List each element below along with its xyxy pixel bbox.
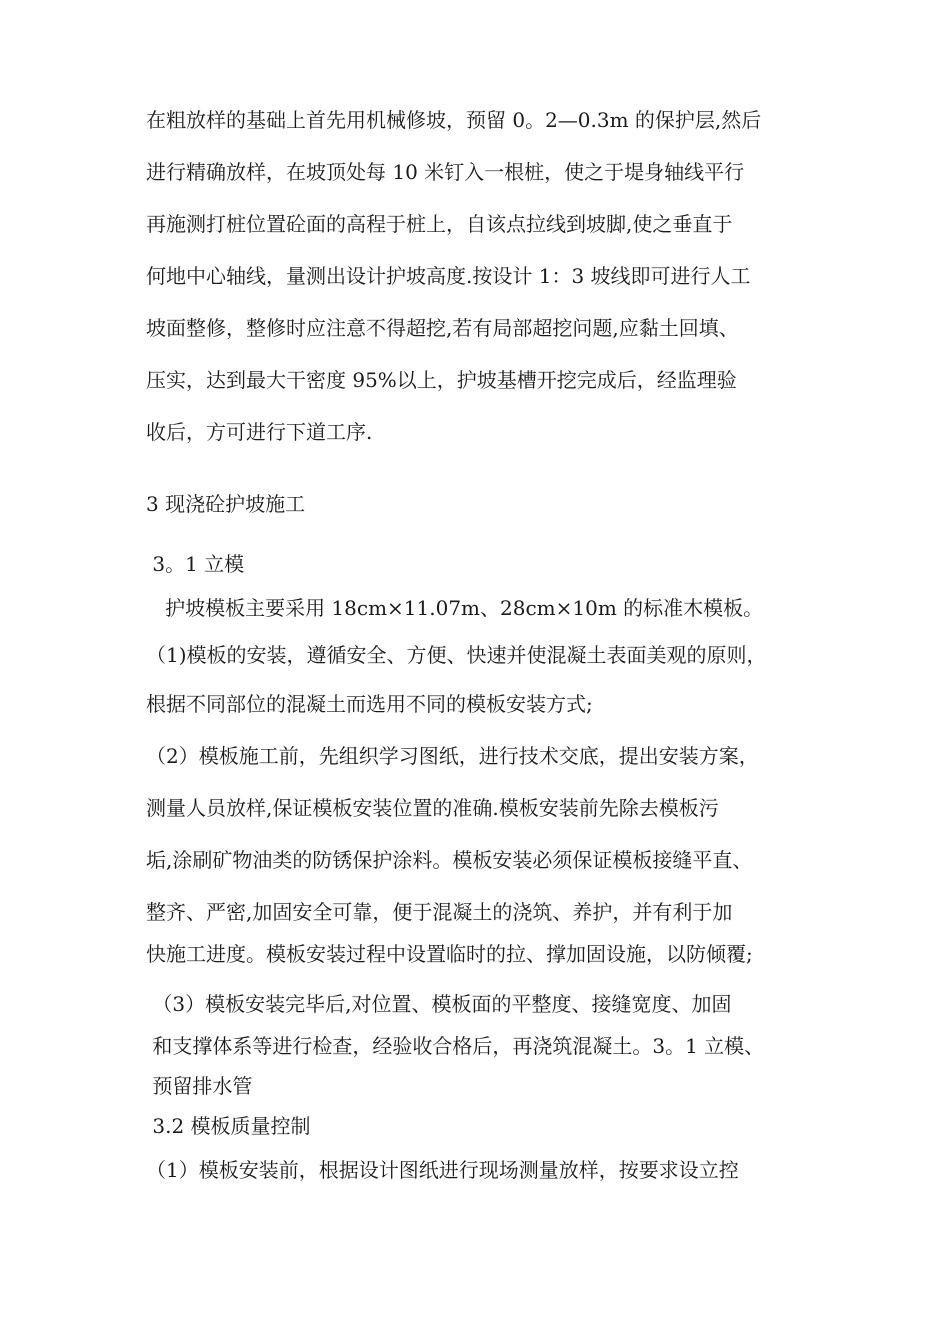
item-2-line-2: 测量人员放样,保证模板安装位置的准确.模板安装前先除去模板污 — [146, 796, 719, 820]
section-3-2-item-1-line-1: （1）模板安装前，根据设计图纸进行现场测量放样，按要求设立控 — [146, 1158, 739, 1182]
item-2-line-4: 整齐、严密,加固安全可靠，便于混凝土的浇筑、养护，并有利于加 — [146, 900, 733, 924]
item-2-line-3: 垢,涂刷矿物油类的防锈保护涂料。模板安装必须保证模板接缝平直、 — [146, 848, 753, 872]
paragraph-1-line-1: 在粗放样的基础上首先用机械修坡，预留 0。2—0.3m 的保护层,然后 — [146, 108, 762, 132]
paragraph-1-line-3: 再施测打桩位置砼面的高程于桩上，自该点拉线到坡脚,使之垂直于 — [146, 212, 733, 236]
item-2-line-5: 快施工进度。模板安装过程中设置临时的拉、撑加固设施，以防倾覆; — [146, 942, 753, 966]
paragraph-1-line-5: 坡面整修，整修时应注意不得超挖,若有局部超挖问题,应黏土回填、 — [146, 316, 739, 340]
item-3-line-1: （3）模板安装完毕后,对位置、模板面的平整度、接缝宽度、加固 — [146, 992, 732, 1016]
item-2-line-1: （2）模板施工前，先组织学习图纸，进行技术交底，提出安装方案， — [146, 744, 759, 768]
paragraph-1-line-4: 何地中心轴线，量测出设计护坡高度.按设计 1：3 坡线即可进行人工 — [146, 264, 751, 288]
item-3-line-2: 和支撑体系等进行检查，经验收合格后，再浇筑混凝土。3。1 立模、 — [146, 1034, 765, 1058]
section-3-heading: 3 现浇砼护坡施工 — [146, 492, 306, 516]
section-3-2-heading: 3.2 模板质量控制 — [146, 1114, 311, 1138]
paragraph-1-line-6: 压实，达到最大干密度 95%以上，护坡基槽开挖完成后，经监理验 — [146, 368, 737, 392]
item-1-line-2: 根据不同部位的混凝土而选用不同的模板安装方式; — [146, 692, 593, 716]
item-3-line-3: 预留排水管 — [146, 1074, 253, 1098]
section-3-1-heading: 3。1 立模 — [146, 552, 245, 576]
section-3-1-intro: 护坡模板主要采用 18cm×11.07m、28cm×10m 的标准木模板。 — [146, 596, 764, 620]
paragraph-1-line-2: 进行精确放样，在坡顶处每 10 米钉入一根桩，使之于堤身轴线平行 — [146, 160, 745, 184]
paragraph-1-line-7: 收后，方可进行下道工序. — [146, 420, 373, 444]
item-1-line-1: （1)模板的安装，遵循安全、方便、快速并使混凝土表面美观的原则， — [146, 643, 767, 667]
